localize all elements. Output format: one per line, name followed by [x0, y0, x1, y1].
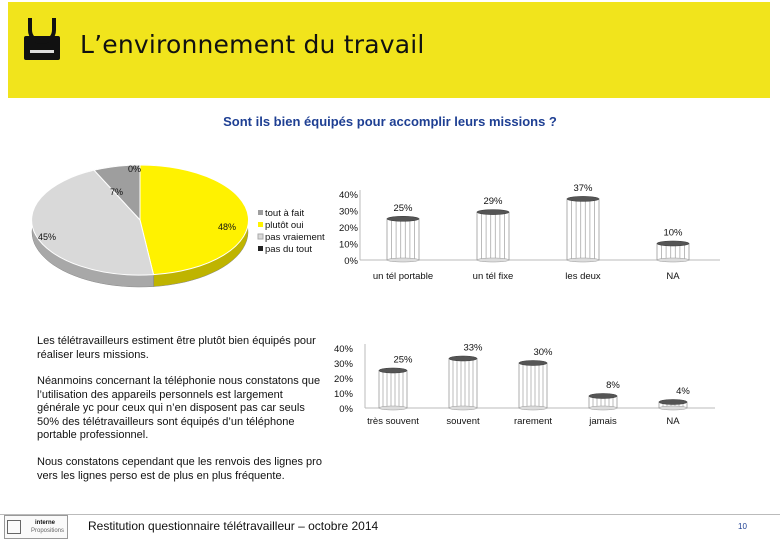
page-number: 10 [738, 522, 747, 531]
bar-category-1: un tél fixe [472, 271, 514, 282]
y-tick-4: 40% [338, 190, 358, 201]
page-title: L’environnement du travail [80, 30, 425, 59]
bar-value-0: 25% [393, 354, 413, 366]
bar-3 [657, 241, 689, 262]
header-banner [8, 2, 770, 98]
legend-label-0: tout à fait [265, 208, 305, 219]
bar-category-3: jamais [589, 416, 617, 427]
bar-3 [589, 394, 617, 411]
legend-swatch-0 [258, 210, 263, 215]
bar-0 [379, 368, 407, 410]
bar-category-2: les deux [565, 271, 601, 282]
bar-value-3: 8% [606, 380, 620, 391]
y-tick-0: 0% [344, 256, 358, 267]
paragraph-equipment: Les télétravailleurs estiment être plutôt bien équipés pour réaliser leurs missions. [37, 335, 316, 361]
bar-category-2: rarement [513, 416, 553, 427]
y-tick-1: 10% [333, 389, 353, 400]
badge-sublabel: Propositions [31, 528, 65, 534]
bar-chart-phone-type [320, 160, 720, 290]
y-tick-2: 20% [333, 374, 353, 385]
y-tick-0: 0% [339, 404, 353, 415]
badge-label: interne [35, 520, 56, 526]
lock-icon [7, 520, 21, 534]
bar-category-1: souvent [446, 416, 480, 427]
bar-2 [519, 361, 547, 411]
bar-category-4: NA [666, 416, 680, 427]
company-logo [20, 16, 64, 62]
pie-label-3: 0% [128, 164, 142, 174]
bar-4 [659, 400, 687, 411]
footer-divider [0, 514, 780, 515]
y-tick-4: 40% [333, 344, 353, 355]
bar-2 [567, 196, 599, 262]
bar-1 [449, 356, 477, 410]
legend-label-2: pas vraiement [265, 232, 325, 243]
pie-label-2: 45% [38, 232, 57, 242]
bar-category-0: un tél portable [372, 271, 434, 282]
y-tick-3: 30% [333, 359, 353, 370]
pie-chart [0, 150, 340, 310]
y-tick-3: 30% [338, 206, 358, 218]
legend-swatch-3 [258, 246, 263, 251]
classification-badge [4, 515, 68, 539]
paragraph-telephony: Néanmoins concernant la téléphonie nous constatons que l’utilisation des appareils personnels est largement générale yc pour ceux qui n’en disposent pas car seuls 50% des télétravailleurs sont équipés d’un téléphone portable professionnel. [37, 375, 321, 441]
footer-title: Restitution questionnaire télétravailleur – octobre 2014 [88, 519, 379, 533]
bar-1 [477, 210, 509, 262]
bar-value-1: 29% [483, 196, 503, 208]
bar-value-2: 37% [573, 182, 593, 194]
y-tick-2: 20% [338, 223, 358, 234]
pie-label-0: 7% [110, 187, 124, 197]
bar-chart-forwarding [320, 320, 720, 430]
legend-swatch-2 [258, 234, 263, 239]
legend-label-1: plutôt oui [265, 220, 304, 231]
bar-value-4: 4% [676, 386, 690, 397]
bar-value-2: 30% [533, 347, 553, 358]
bar-0 [387, 216, 419, 262]
paragraph-forwarding: Nous constatons cependant que les renvois des lignes pro vers les lignes perso est de plus en plus fréquente. [37, 456, 322, 482]
y-tick-1: 10% [338, 239, 358, 251]
legend-label-3: pas du tout [265, 244, 313, 255]
bar-value-1: 33% [463, 342, 483, 354]
bar-value-0: 25% [393, 202, 413, 214]
slide-subtitle: Sont ils bien équipés pour accomplir leurs missions ? [223, 114, 557, 129]
pie-label-1: 48% [218, 222, 237, 232]
legend-swatch-1 [258, 222, 263, 227]
bar-category-3: NA [666, 271, 680, 282]
bar-category-0: très souvent [367, 416, 419, 427]
bar-value-3: 10% [663, 227, 683, 239]
